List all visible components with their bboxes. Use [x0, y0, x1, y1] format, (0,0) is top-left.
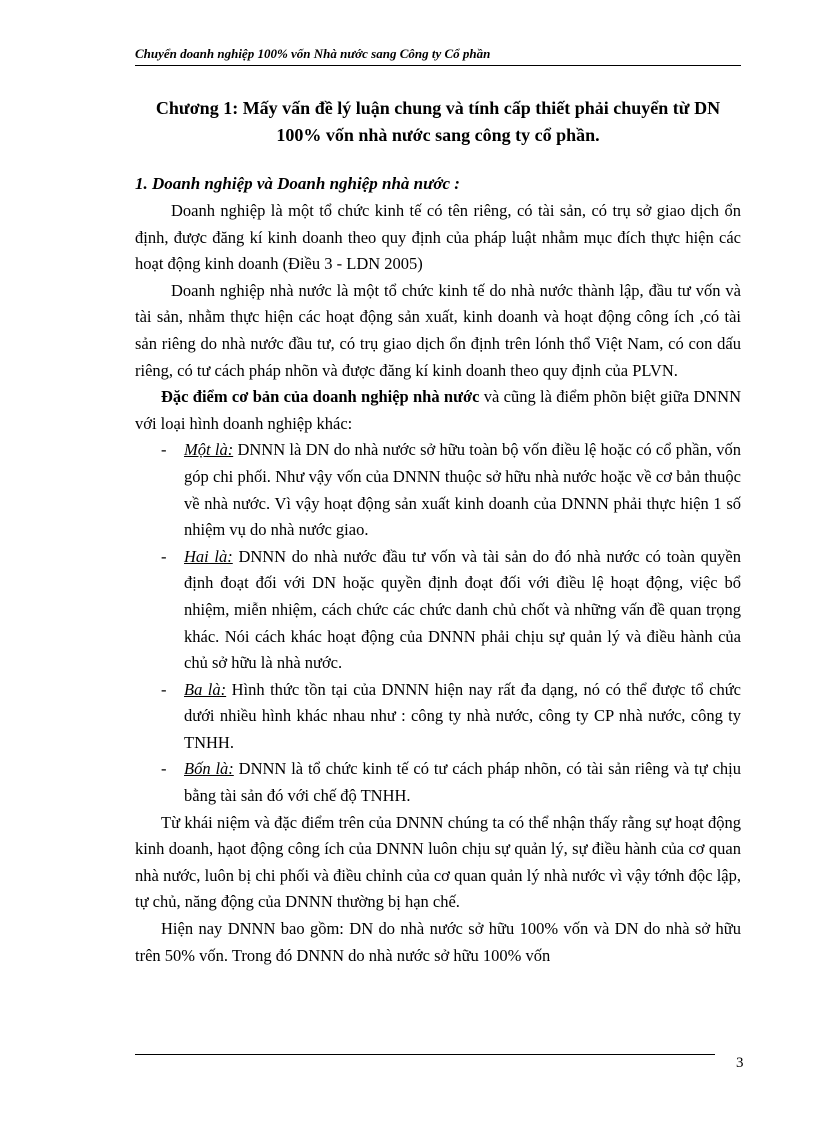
list-item-text: DNNN là DN do nhà nước sở hữu toàn bộ vốn điều lệ hoặc có cổ phần, vốn góp chi phối. Như vậy vốn của DNNN thuộc sở hữu nhà nước hoặc về cơ bản thuộc về nhà nước. Vì vậy hoạt động sản xuất kinh doanh của DNNN phải thực hiện 1 số nhiệm vụ do nhà nước giao. — [184, 440, 741, 540]
list-item — [135, 544, 741, 677]
list-item-text: DNNN là tổ chức kinh tế có tư cách pháp nhõn, có tài sản riêng và tự chịu bằng tài sản đó với chế độ TNHH. — [184, 759, 741, 806]
list-item-label: Ba là: — [184, 679, 227, 699]
list-item-text: Hình thức tồn tại của DNNN hiện nay rất đa dạng, nó có thể được tổ chức dưới nhiều hình khác nhau như : công ty nhà nước, công ty CP nhà nước, công ty TNHH. — [184, 679, 741, 752]
list-marker: - — [161, 759, 167, 779]
page-number: 3 — [736, 1055, 744, 1071]
list-item-text: DNNN do nhà nước đầu tư vốn và tài sản do đó nhà nước có toàn quyền định đoạt đối với DN hoặc quyền định đoạt đối với điều lệ hoạt động, việc bổ nhiệm, miễn nhiệm, cách chức các chức danh chủ chốt và những vấn đề quan trọng khác. Nói cách khác hoạt động của DNNN phải chịu sự quản lý và điều hành của chủ sở hữu là nhà nước. — [184, 546, 741, 673]
paragraph-current-soe: Hiện nay DNNN bao gồm: DN do nhà nước sở hữu 100% vốn và DN do nhà sở hữu trên 50% vốn. Trong đó DNNN do nhà nước sở hữu 100% vốn — [135, 919, 741, 965]
list-marker: - — [161, 440, 167, 460]
list-marker: - — [161, 679, 167, 699]
characteristics-intro-text: và cũng là điểm phõn biệt giữa DNNN với loại hình doanh nghiệp khác: — [135, 387, 741, 433]
list-marker: - — [161, 546, 167, 566]
list-item — [135, 756, 741, 809]
characteristics-list — [135, 437, 741, 809]
running-header: Chuyển doanh nghiệp 100% vốn Nhà nước sang Công ty Cổ phần — [135, 46, 491, 61]
list-item-label: Hai là: — [184, 546, 233, 566]
footer-rule — [135, 1054, 715, 1055]
list-item — [135, 677, 741, 757]
paragraph-conclusion: Từ khái niệm và đặc điểm trên của DNNN chúng ta có thể nhận thấy rằng sự hoạt động kinh doanh, hạot động công ích của DNNN luôn chịu sự quản lý, sự điều hành của cơ quan nhà nước, luôn bị chi phối và điều chỉnh của cơ quan quản lý nhà nước vì vậy tớnh độc lập, tự chủ, năng động của DNNN thường bị hạn chế. — [135, 812, 741, 912]
list-item-label: Một là: — [184, 440, 234, 460]
chapter-title: Chương 1: Mấy vấn đề lý luận chung và tính cấp thiết phải chuyển từ DN 100% vốn nhà nước sang công ty cổ phần. — [155, 98, 721, 145]
paragraph-definition-soe: Doanh nghiệp nhà nước là một tổ chức kinh tế do nhà nước thành lập, đầu tư vốn và tài sản, nhằm thực hiện các hoạt động sản xuất, kinh doanh và hoạt động công ích ,có tài sản riêng do nhà nước đầu tư, có trụ giao dịch ổn định trên lónh thổ Việt Nam, có con dấu riêng, có tư cách pháp nhõn và được đăng kí kinh doanh theo quy định của PLVN. — [135, 280, 741, 380]
header-rule — [135, 65, 741, 66]
body-text — [135, 198, 741, 969]
characteristics-heading: Đặc điểm cơ bản của doanh nghiệp nhà nước — [161, 387, 480, 407]
list-item-label: Bốn là: — [184, 759, 234, 779]
section-heading: 1. Doanh nghiệp và Doanh nghiệp nhà nước : — [135, 174, 460, 193]
list-item — [135, 437, 741, 543]
paragraph-characteristics-intro — [135, 384, 741, 437]
paragraph-definition-enterprise: Doanh nghiệp là một tổ chức kinh tế có tên riêng, có tài sản, có trụ sở giao dịch ổn định, được đăng kí kinh doanh theo quy định của pháp luật nhằm mục đích thực hiện các hoạt động kinh doanh (Điều 3 - LDN 2005) — [135, 201, 741, 274]
